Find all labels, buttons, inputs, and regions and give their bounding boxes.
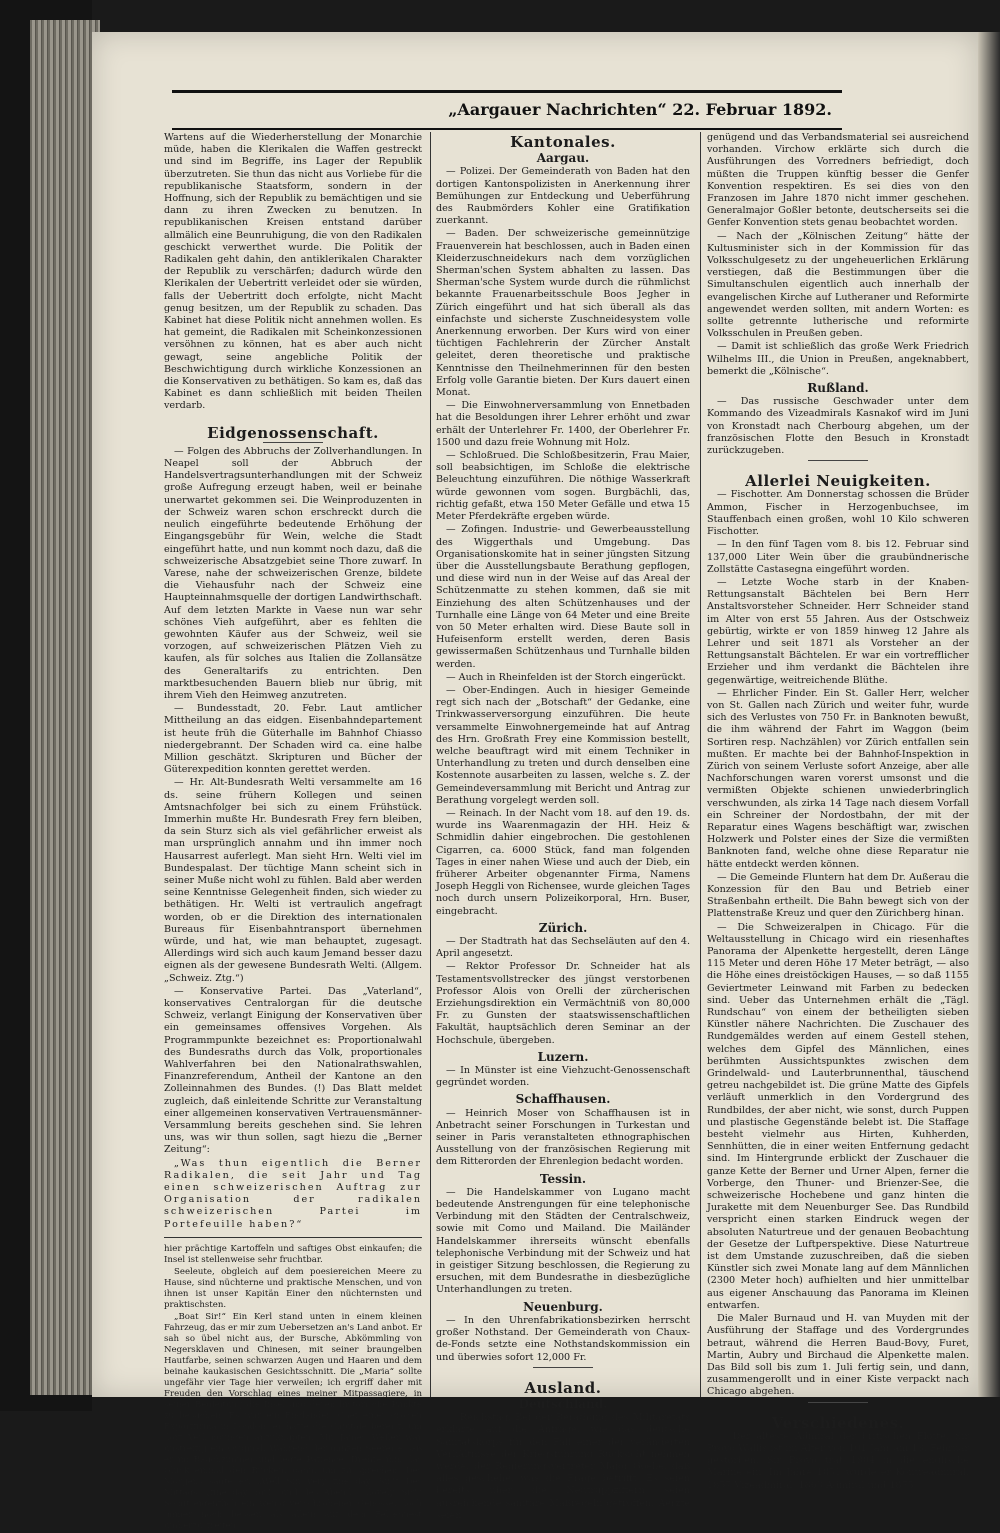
paragraph: hier prächtige Kartoffeln und saftiges Obst einkaufen; die Insel ist stellenweise sehr fruchtbar. [164, 1243, 422, 1265]
article: — Polizei. Der Gemeinderath von Baden hat den dortigen Kantonspolizisten in Anerkennung ihrer Bemühungen zur Entdeckung und Ueberführung des Raubmörders Kohler eine Gratifikation zuerkannt. [436, 166, 690, 227]
feuilleton [164, 1244, 422, 1532]
article: — Die Einwohnerversammlung von Ennetbaden hat die Besoldungen ihrer Lehrer erhöht und zwar erhält der Unterlehrer Fr. 1400, der Oberlehrer Fr. 1500 und dazu freie Wohnung mit Holz. [436, 400, 690, 448]
section-heading-ausland: Ausland. [524, 1378, 602, 1397]
header-rule-top [172, 90, 842, 93]
section-heading-neuigkeiten: Allerlei Neuigkeiten. [745, 472, 931, 491]
article: Die Maler Burnaud und H. van Muyden mit der Ausführung der Staffage und des Vordergrundes betraut, während die Herren Baud-Bovy, Furet, Martin, Aubry und Birchaud die Alpenkette malen. Das Bild soll bis zum 1. Juli fertig sein, und dann, zusammengerollt und in einer Kiste verpackt nach Chicago abgehen. [707, 1313, 969, 1398]
subsection-title: Tessin. [539, 1171, 587, 1186]
article: — In Münster ist eine Viehzucht-Genossenschaft gegründet worden. [436, 1065, 690, 1089]
subsection-title: Deutschland. [518, 1396, 608, 1411]
article: — Folgen des Abbruchs der Zollverhandlungen. In Neapel soll der Abbruch der Handelsvertragsunterhandlungen mit der Schweiz große Aufregung erzeugt haben, weil er beinahe unerwartet gekommen sei. Die Weinproduzenten in der Schweiz waren schon erschreckt durch die neulich eingeführte bedeutende Erhöhung der Eingangsgebühr für Wein, welche die Stadt eingeführt hatte, und nun kommt noch dazu, daß die schweizerische Absatzgebiet seine Thore zuwarf. In Varese, nahe der schweizerischen Grenze, bildete die Viehausfuhr nach der Schweiz eine Haupteinnahmsquelle der dortigen Landwirthschaft. Auf dem letzten Markte in Vaese nun war sehr schönes Vieh aufgeführt, aber es fehlten die gewohnten Käufer aus der Schweiz, weil sie vorzogen, auf schweizerischen Plätzen Vieh zu kaufen, als für solches aus Italien die Zollansätze des Generaltarifs zu entrichten. Den marktbesuchenden Bauern blieb nur übrig, mit ihrem Vieh den Heimweg anzutreten. [164, 445, 422, 701]
article: — Damit ist schließlich das große Werk Friedrich Wilhelms III., die Union in Preußen, angeknabbert, bemerkt die „Kölnische“. [707, 341, 969, 377]
subsection-title: Schaffhausen. [515, 1092, 611, 1107]
divider [808, 1402, 868, 1403]
article: — Nach der „Kölnischen Zeitung“ hätte der Kultusminister sich in der Kommission für das Volksschulgesetz zu der ungeheuerlichen Erklärung verstiegen, daß die Bestimmungen über die Simultanschulen eigentlich auch innerhalb der evangelischen Kirche auf Lutheraner und Reformirte angewendet werden sollten, mit andern Worten: es sollte getrennte lutherische und reformirte Volksschulen in Preußen geben. [707, 230, 969, 340]
article: — Konservative Partei. Das „Vaterland“, konservatives Centralorgan für die deutsche Schweiz, verlangt Einigung der Konservativen über ein gemeinsames offensives Vorgehen. Als Programmpunkte bezeichnet es: Proportionalwahl des Bundesraths durch das Volk, proportionales Wahlverfahren bei den Nationalrathswahlen, Finanzreferendum, Antheil der Kantone an den Zolleinnahmen des Bundes. (!) Das Blatt meldet zugleich, daß einleitende Schritte zur Veranstaltung einer allgemeinen konservativen Vertrauensmänner-Versammlung bereits geschehen sind. Sie lehren uns, was wir thun sollen, sagt hiezu die „Berner Zeitung“: [164, 985, 422, 1156]
article: — Baden. Der schweizerische gemeinnützige Frauenverein hat beschlossen, auch in Baden einen Kleiderzuschneidekurs nach dem vorzüglichen Sherman'schen System abhalten zu lassen. Das Sherman'sche System wurde durch die rühmlichst bekannte Frauenarbeitsschule Boos Jegher in Zürich eingeführt und hat sich überall als das einfachste und sicherste Zuschneidesystem volle Anerkennung erworben. Der Kurs wird von einer tüchtigen Fachlehrerin der Zürcher Anstalt geleitet, deren theoretische und praktische Kenntnisse den Theilnehmerinnen für den besten Erfolg volle Garantie bieten. Der Kurs dauert einen Monat. [436, 228, 690, 399]
subsection-title: Luzern. [537, 1049, 589, 1064]
divider [263, 442, 323, 443]
article: — Heinrich Moser von Schaffhausen ist in Anbetracht seiner Forschungen in Turkestan und seiner in Paris veranstalteten ethnographischen Ausstellung von der französischen Regierung mit dem Ritterorden der Ehrenlegion bedacht worden. [436, 1107, 690, 1168]
masthead: „Aargauer Nachrichten“ 22. Februar 1892. [448, 100, 832, 119]
newspaper-page [92, 32, 978, 1531]
article: — Fischotter. Am Donnerstag schossen die Brüder Ammon, Fischer in Herzogenbuchsee, im Stauffenbach einen großen, wohl 10 Kilo schweren Fischotter. [707, 489, 969, 538]
column-1-text [164, 132, 422, 1533]
article: — Die Gemeinde Fluntern hat dem Dr. Außerau die Konzession für den Bau und Betrieb einer Straßenbahn ertheilt. Die Bahn bewegt sich von der Plattenstraße Kreuz und quer den Zürichberg hinan. [707, 871, 969, 920]
section-heading-verschiedenes: Verschiedenes. [771, 1413, 905, 1432]
section-heading-eidgenossenschaft: Eidgenossenschaft. [207, 423, 379, 442]
article: — Rektor Professor Dr. Schneider hat als Testamentsvollstrecker des jüngst verstorbenen Professor Alois von Orelli der zürcherischen Erziehungsdirektion ein Vermächtniß von 80,000 Fr. zu Gunsten der staatswissenschaftlichen Fakultät, hauptsächlich deren Seminar an der Hochschule, übergeben. [436, 961, 690, 1046]
subsection-title: Aargau. [536, 151, 590, 166]
article: — Letzte Woche starb in der Knaben-Rettungsanstalt Bächtelen bei Bern Herr Anstaltsvorsteher Schneider. Herr Schneider stand im Alter von erst 55 Jahren. Aus der Ostschweiz gebürtig, wirkte er von 1859 hinweg 12 Jahre als Lehrer und seit 1871 als Vorsteher an der Rettungsanstalt Bächtelen. Er war ein vortrefflicher Erzieher und ihm verdankt die Bächtelen ihre gegenwärtige, weitreichende Blüthe. [707, 576, 969, 686]
divider [808, 460, 868, 461]
divider [533, 1367, 593, 1368]
page-edge-shadow [978, 32, 1000, 1397]
paragraph: Wartens auf die Wiederherstellung der Monarchie müde, haben die Klerikalen die Waffen gestreckt und sind im Begriffe, ins Lager der Republik überzutreten. Sie thun das nicht aus Vorliebe für die republikanische Staatsform, sondern in der Hoffnung, sich der Republik zu bemächtigen und sie dann zu ihren Zwecken zu benutzen. In republikanischen Kreisen entstand darüber allmälich eine Beunruhigung, die von den Radikalen geschickt verwerthet wurde. Die Politik der Radikalen geht dahin, den antiklerikalen Charakter der Republik zu verschärfen; dadurch würde den Klerikalen der Uebertritt verleidet oder sie würden, falls der Uebertritt doch erfolgte, nicht Macht genug besitzen, um der Republik zu schaden. Das Kabinet hat diese Politik nicht annehmen wollen. Es hat gemeint, die Radikalen mit Scheinkonzessionen versöhnen zu können, hat es aber auch nicht gewagt, seine angebliche Politik der Beschwichtigung durch wirkliche Konzessionen an die Konservativen zu bethätigen. So kam es, daß das Kabinet es dann schließlich mit beiden Theilen verdarb. [164, 132, 422, 412]
feuilleton-divider [164, 1237, 422, 1238]
article: — Bundesstadt, 20. Febr. Laut amtlicher Mittheilung an das eidgen. Eisenbahndepartement ist heute früh die Güterhalle im Bahnhof Chiasso niedergebrannt. Der Schaden wird ca. eine halbe Million geschätzt. Skripturen und Bücher der Güterexpedition konnten gerettet werden. [164, 703, 422, 776]
article: — Der Stadtrath hat das Sechseläuten auf den 4. April angesetzt. [436, 936, 690, 960]
section-heading-kantonales: Kantonales. [510, 133, 616, 151]
column-2 [436, 132, 690, 1521]
article: — Reichstag. Bei der Berathung des Militäretats erklärte auf die Anfrage, wie das deutsche Sanitätskorps für den Fall einer der veränderten Verhältnisse der Kriegsführung Rücksicht nehmen werde, der Regierungsvertreter Major Goebe, daß alles geschehe, was die Frage betrifft. Es seien bereits über die Neutruppziffern seien ausreichende sanitäre Maßregeln getroffen. Aerzte seien [436, 1412, 690, 1521]
column-rule [700, 132, 701, 1397]
article: — Der älteste Admiral der britischen Flotte, Sir Provo Wallis ist im Alter von 101 Jahr am 13. Februar gestorben. Sir Provo trat 1804 in die englische Marine ein. Im Jahre 1851 wurde er Kontreadmiral, 1857 Vizeadmiral, 1863 Admiral und 1875 [707, 1430, 969, 1491]
paragraph: Seeleute, obgleich auf dem poesiereichen Meere zu Hause, sind nüchterne und praktische Menschen, und von ihnen ist unser Kapitän Einer den nüchternsten und praktischsten. [164, 1266, 422, 1310]
article: — In den fünf Tagen vom 8. bis 12. Februar sind 137,000 Liter Wein über die graubündnerische Zollstätte Castasegna eingeführt worden. [707, 539, 969, 575]
article: — In den Uhrenfabrikationsbezirken herrscht großer Nothstand. Der Gemeinderath von Chaux-de-Fonds setzte eine Nothstandskommission ein und überwies sofort 12,000 Fr. [436, 1314, 690, 1363]
article: — Die Schweizeralpen in Chicago. Für die Weltausstellung in Chicago wird ein riesenhaftes Panorama der Alpenkette hergestellt, deren Länge 115 Meter und deren Höhe 17 Meter beträgt, — also die Höhe eines dreistöckigen Hauses, — so daß 1155 Geviertmeter Leinwand mit Farben zu bedecken sind. Ueber das Unternehmen erhält die „Tägl. Rundschau“ von einem der betheiligten sieben Künstler nähere Nachrichten. Die Zuschauer des Rundgemäldes werden auf einem Gestell stehen, welches dem Gipfel des Männlichen, eines berühmten Aussichtspunktes zwischen dem Grindelwald- und Lauterbrunnenthal, täuschend getreu nachgebildet ist. Die grüne Matte des Gipfels verläuft unmerklich in den Vordergrund des Rundbildes, der aber nicht, wie sonst, durch Puppen und plastische Gegenstände belebt ist. Die Staffage besteht vielmehr aus Hirten, Kuhherden, Sennhütten, die in einer weiten Entfernung gedacht sind. Im Hintergrunde erblickt der Zuschauer die ganze Kette der Berner und Urner Alpen, ferner die Vorberge, den Thuner- und Brienzer-See, die schweizerische Hochebene und ganz hinten die Jurakette mit dem Neuenburger See. Das Rundbild verspricht einen starken Eindruck wegen der absoluten Naturtreue und der genauen Beobachtung der Gesetze der Luftperspektive. Diese Naturtreue ist dem Umstande zuzuschreiben, daß die sieben Künstler sich zwei Monate lang auf dem Männlichen (2300 Meter hoch) aufhielten und hier unmittelbar aus eigener Anschauung das Panorama im Kleinen entwarfen. [707, 921, 969, 1311]
subsection-title: Neuenburg. [523, 1299, 603, 1314]
article: — Zofingen. Industrie- und Gewerbeausstellung des Wiggerthals und Umgebung. Das Organisationskomite hat in seiner jüngsten Sitzung über die Ausstellungsbaute Berathung gepflogen, und diese wird nun in der Weise auf das Areal der Schützenmatte zu stehen kommen, daß sie mit Einziehung des alten Schützenhauses und der Turnhalle eine Länge von 64 Meter und eine Breite von 50 Meter erhalten wird. Diese Baute soll in Hufeisenform erstellt werden, deren Basis gewissermaßen Schützenhaus und Turnhalle bilden werden. [436, 524, 690, 670]
article: „Was thun eigentlich die Berner Radikalen, die seit Jahr und Tag einen schweizerischen Auftrag zur Organisation der radikalen schweizerischen Partei im Portefeuille haben?“ [164, 1157, 422, 1230]
article: — Ober-Endingen. Auch in hiesiger Gemeinde regt sich nach der „Botschaft“ der Gedanke, eine Trinkwasserversorgung einzuführen. Die heute versammelte Einwohnergemeinde hat auf Antrag des Hrn. Großrath Frey eine Kommission bestellt, welche beauftragt wird mit einem Techniker in Unterhandlung zu treten und durch denselben eine Kostennote ausarbeiten zu lassen, welche s. Z. der Gemeindeversammlung mit Bericht und Antrag zur Berathung vorgelegt werden soll. [436, 684, 690, 806]
article: — Das russische Geschwader unter dem Kommando des Vizeadmirals Kasnakof wird im Juni von Kronstadt nach Cherbourg abgehen, um der französischen Flotte den Besuch in Kronstadt zurückzugeben. [707, 396, 969, 457]
article: — Die Handelskammer von Lugano macht bedeutende Anstrengungen für eine telephonische Verbindung mit den Städten der Centralschweiz, sowie mit Como und Mailand. Die Mailänder Handelskammer ihrerseits wünscht ebenfalls telephonische Verbindung mit der Schweiz und hat in geistiger Sitzung beschlossen, die Regierung zu ersuchen, mit dem Bundesrathe in diesbezügliche Unterhandlungen zu treten. [436, 1186, 690, 1296]
paragraph: „Boat Sir!“ Ein Kerl stand unten in einem kleinen Fahrzeug, das er mir zum Uebersetzen an's Land anbot. Er sah so übel nicht aus, der Bursche, Abkömmling von Negersklaven und Chinesen, mit seiner braungelben Hautfarbe, seinen schwarzen Augen und Haaren und dem beinahe kaukasischen Gesichtsschnitt. Die „Maria“ sollte ungefähr vier Tage hier verweilen; ich ergriff daher mit Freuden den Vorschlag eines meiner Mitpassagiere, in seiner Begleitung die Insel und deren historische Punkte zu besuchen. Es war ein Engländer, Chef einer großen Exportfirma in London, er hatte die Capitale bereist, um dort Verbindungen anzuknüpfen. Mr. James Weller war unstreitig ein Original. Während der ganzen Seereise saß er im Rauchzimmer und legte Patience. Drehte ihm das Glück einmal den Rücken, dann, um zu sprechen. Des Morgens sagte er: „Well Sir, very fine day, Sir!“ Des Mittags: „fine day, Sir!“ und des Abends: „lovely, Sir!“ Somit eigentlich ein wenig verschrobener Genosse, doch immer noch besser, als allein auf dem Felsennest umherzustreifen. [164, 1311, 422, 1531]
article: — Auch in Rheinfelden ist der Storch eingerückt. [446, 671, 686, 683]
column-3 [707, 132, 969, 1491]
header-rule-bottom [172, 128, 842, 130]
paragraph: genügend und das Verbandsmaterial sei ausreichend vorhanden. Virchow erklärte sich durch die Ausführungen des Vorredners befriedigt, doch müßten die Truppen künftig besser die Genfer Konvention respektiren. Es sei dies von den Franzosen im Jahre 1870 nicht immer geschehen. Generalmajor Goßler betonte, deutscherseits sei die Genfer Konvention stets genau beobachtet worden. [707, 132, 969, 229]
subsection-title: Rußland. [807, 381, 869, 396]
column-rule [430, 132, 431, 1397]
subsection-title: Zürich. [538, 920, 588, 935]
article: — Reinach. In der Nacht vom 18. auf den 19. ds. wurde ins Waarenmagazin der HH. Heiz & Schmidlin dahier eingebrochen. Die gestohlenen Cigarren, ca. 6000 Stück, fand man folgenden Tages in einer nahen Wiese und auch der Dieb, ein früherer Arbeiter obgenannter Firma, Namens Joseph Heggli von Richensee, wurde gleichen Tages noch durch unsern Polizeikorporal, Hrn. Buser, eingebracht. [436, 807, 690, 917]
article: — Schloßrued. Die Schloßbesitzerin, Frau Maier, soll beabsichtigen, im Schloße die elektrische Beleuchtung einzuführen. Die nöthige Wasserkraft würde gewonnen vom sogen. Burgbächli, das, richtig gefaßt, etwa 150 Meter Gefälle und etwa 15 Meter Pferdekräfte ergeben würde. [436, 450, 690, 523]
article: — Ehrlicher Finder. Ein St. Galler Herr, welcher von St. Gallen nach Zürich und weiter fuhr, wurde sich des Verlustes von 750 Fr. in Banknoten bewußt, die ihm während der Fahrt im Waggon (beim Sortiren resp. Nachzählen) vor Zürich entfallen sein mußten. Er machte bei der Bahnhof-Inspektion in Zürich von seinem Verluste sofort Anzeige, aber alle Nachforschungen waren vorerst umsonst und die vermißten Objekte schienen unwiederbringlich verschwunden, als zirka 14 Tage nach diesem Vorfall ein Schreiner der Nordostbahn, der mit der Reparatur eines Wagens beschäftigt war, zwischen Holzwerk und Polster eines der Size die vermißten Banknoten fand, welche ohne diese Reparatur nie hätte entdeckt werden können. [707, 687, 969, 870]
article: — Hr. Alt-Bundesrath Welti versammelte am 16 ds. seine frühern Kollegen und seinen Amtsnachfolger bei sich zu einem Frühstück. Immerhin mußte Hr. Bundesrath Frey fern bleiben, da sein Sturz sich als viel gefährlicher erweist als man ursprünglich annahm und ihn immer noch Hausarrest auferlegt. Man sieht Hrn. Welti viel im Bundespalast. Der tüchtige Mann scheint sich in seiner Muße nicht wohl zu fühlen. Bald aber werden seine Kenntnisse Gelegenheit finden, sich wieder zu bethätigen. Hr. Welti ist vertraulich angefragt worden, ob er die Direktion des internationalen Bureaus für Eisenbahntransport übernehmen würde, und hat, wie man behauptet, zugesagt. Allerdings wird sich auch kaum Jemand besser dazu eignen als der gewesene Bundesrath Welti. (Allgem. „Schweiz. Ztg.“) [164, 777, 422, 984]
